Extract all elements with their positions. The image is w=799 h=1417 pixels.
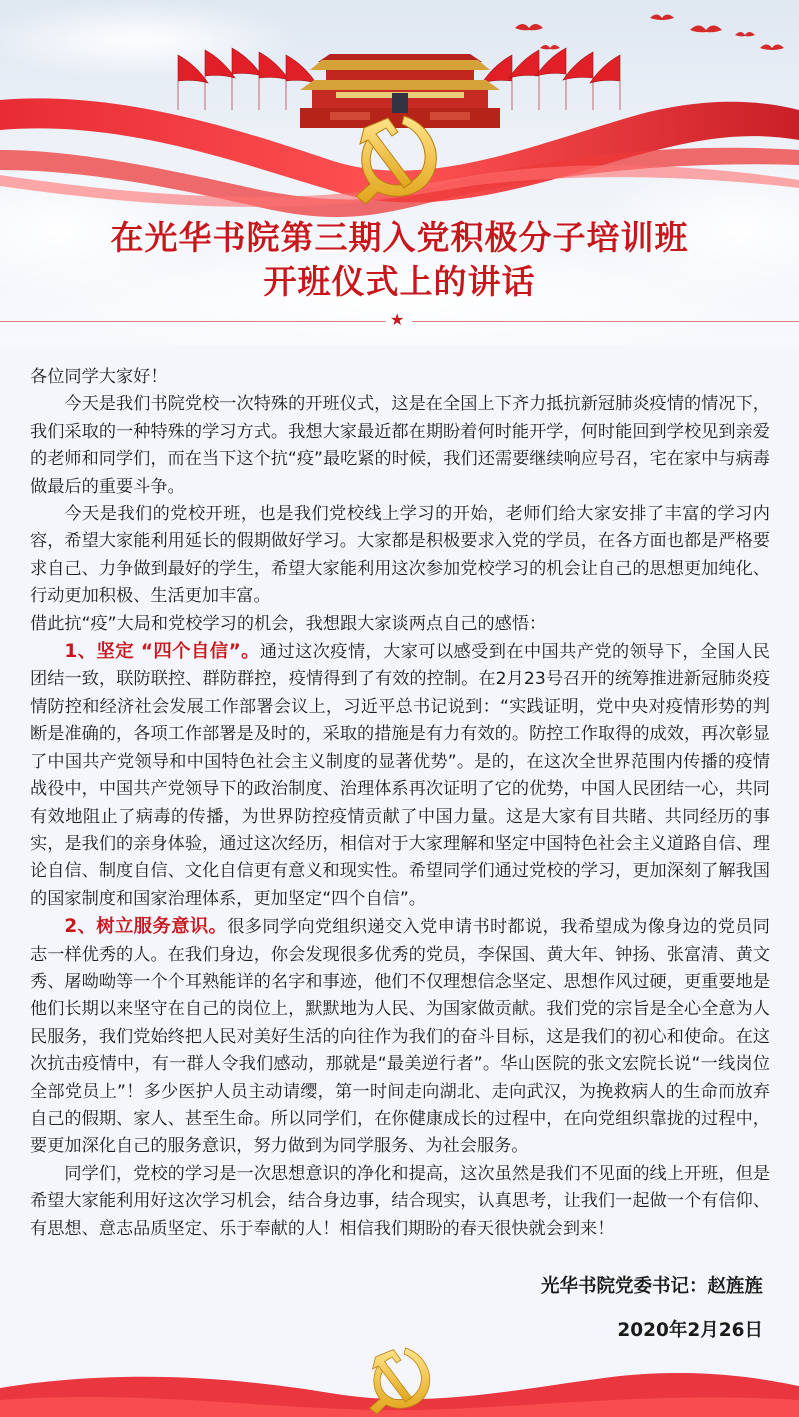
page-title-line-2: 开班仪式上的讲话 (263, 262, 536, 301)
footer-ribbon-decoration (0, 1373, 799, 1417)
tiananmen-gate-illustration (300, 54, 500, 128)
footer-banner (0, 1338, 799, 1417)
dove-icon (515, 15, 784, 51)
point-2-heading: 2、树立服务意识。 (64, 916, 228, 938)
signature-date: 2020年2月26日 (617, 1320, 763, 1341)
footer-illustration (0, 1338, 799, 1417)
star-icon: ★ (390, 310, 405, 329)
point-1-text: 通过这次疫情，大家可以感受到在中国共产党的领导下，全国人民团结一致，联防联控、群防群控，疫情得到了有效的控制。在2月23号召开的统筹推进新冠肺炎疫情防控和经济社会发展工作部署会议上，习近平总书记说到：“实践证明，党中央对疫情形势的判断是准确的，各项工作部署是及时的，采取的措施是有力有效的。防控工作取得的成效，再次彰显了中国共产党领导和中国特色社会主义制度的显著优势”。是的，在这次全世界范围内传播的疫情战役中，中国共产党领导下的政治制度、治理体系再次证明了它的优势，中国人民团结一心，共同有效地阻止了病毒的传播，为世界防控疫情贡献了中国力量。这是大家有目共睹、共同经历的事实，是我们的亲身体验，通过这次经历，相信对于大家理解和坚定中国特色社会主义道路自信、理论自信、制度自信、文化自信更有意义和现实性。希望同学们通过党校的学习，更加深刻了解我国的国家制度和国家治理体系，更加坚定“四个自信”。 (30, 642, 770, 909)
point-1-heading: 1、坚定 “四个自信”。 (64, 641, 260, 663)
paragraph-course-start: 今天是我们的党校开班，也是我们党校线上学习的开始，老师们给大家安排了丰富的学习内容，希望大家能利用延长的假期做好学习。大家都是积极要求入党的学员，在各方面也都是严格要求自己、力争做到最好的学生，希望大家能利用这次参加党校学习的机会让自己的思想更加纯化、行动更加积极、生活更加丰富。 (30, 504, 770, 607)
title-divider-right (412, 321, 799, 322)
page-title-line-1: 在光华书院第三期入党积极分子培训班 (110, 218, 689, 257)
section-point-2 (30, 913, 770, 1161)
section-point-1 (30, 638, 770, 913)
title-divider-left (0, 321, 386, 322)
speech-body (30, 364, 770, 1243)
paragraph-transition: 借此抗“疫”大局和党校学习的机会，我想跟大家谈两点自己的感悟： (30, 613, 547, 634)
paragraph-intro: 今天是我们书院党校一次特殊的开班仪式，这是在全国上下齐力抵抗新冠肺炎疫情的情况下，我们采取的一种特殊的学习方式。我想大家最近都在期盼着何时能开学，何时能回到学校见到亲爱的老师和同学们，而在当下这个抗“疫”最吃紧的时候，我们还需要继续响应号召，宅在家中与病毒做最后的重要斗争。 (30, 394, 770, 497)
point-2-text: 很多同学向党组织递交入党申请书时都说，我希望成为像身边的党员同志一样优秀的人。在我们身边，你会发现很多优秀的党员，李保国、黄大年、钟扬、张富清、黄文秀、屠呦呦等一个个耳熟能详的名字和事迹，他们不仅理想信念坚定、思想作风过硬，更重要地是他们长期以来坚守在自己的岗位上，默默地为人民、为国家做贡献。我们党的宗旨是全心全意为人民服务，我们党始终把人民对美好生活的向往作为我们的奋斗目标，这是我们的初心和使命。在这次抗击疫情中，有一群人令我们感动，那就是“最美逆行者”。华山医院的张文宏院长说“一线岗位全部党员上”！多少医护人员主动请缨，第一时间走向湖北、走向武汉，为挽救病人的生命而放弃自己的假期、家人、甚至生命。所以同学们，在你健康成长的过程中，在向党组织靠拢的过程中，要更加深化自己的服务意识，努力做到为同学服务、为社会服务。 (30, 917, 770, 1157)
paragraph-closing: 同学们，党校的学习是一次思想意识的净化和提高，这次虽然是我们不见面的线上开班，但是希望大家能利用好这次学习机会，结合身边事，结合现实，认真思考，让我们一起做一个有信仰、有思想、意志品质坚定、乐于奉献的人！相信我们期盼的春天很快就会到来！ (30, 1163, 770, 1239)
signature-author: 光华书院党委书记：赵旌旌 (540, 1276, 763, 1297)
greeting: 各位同学大家好！ (30, 367, 168, 387)
